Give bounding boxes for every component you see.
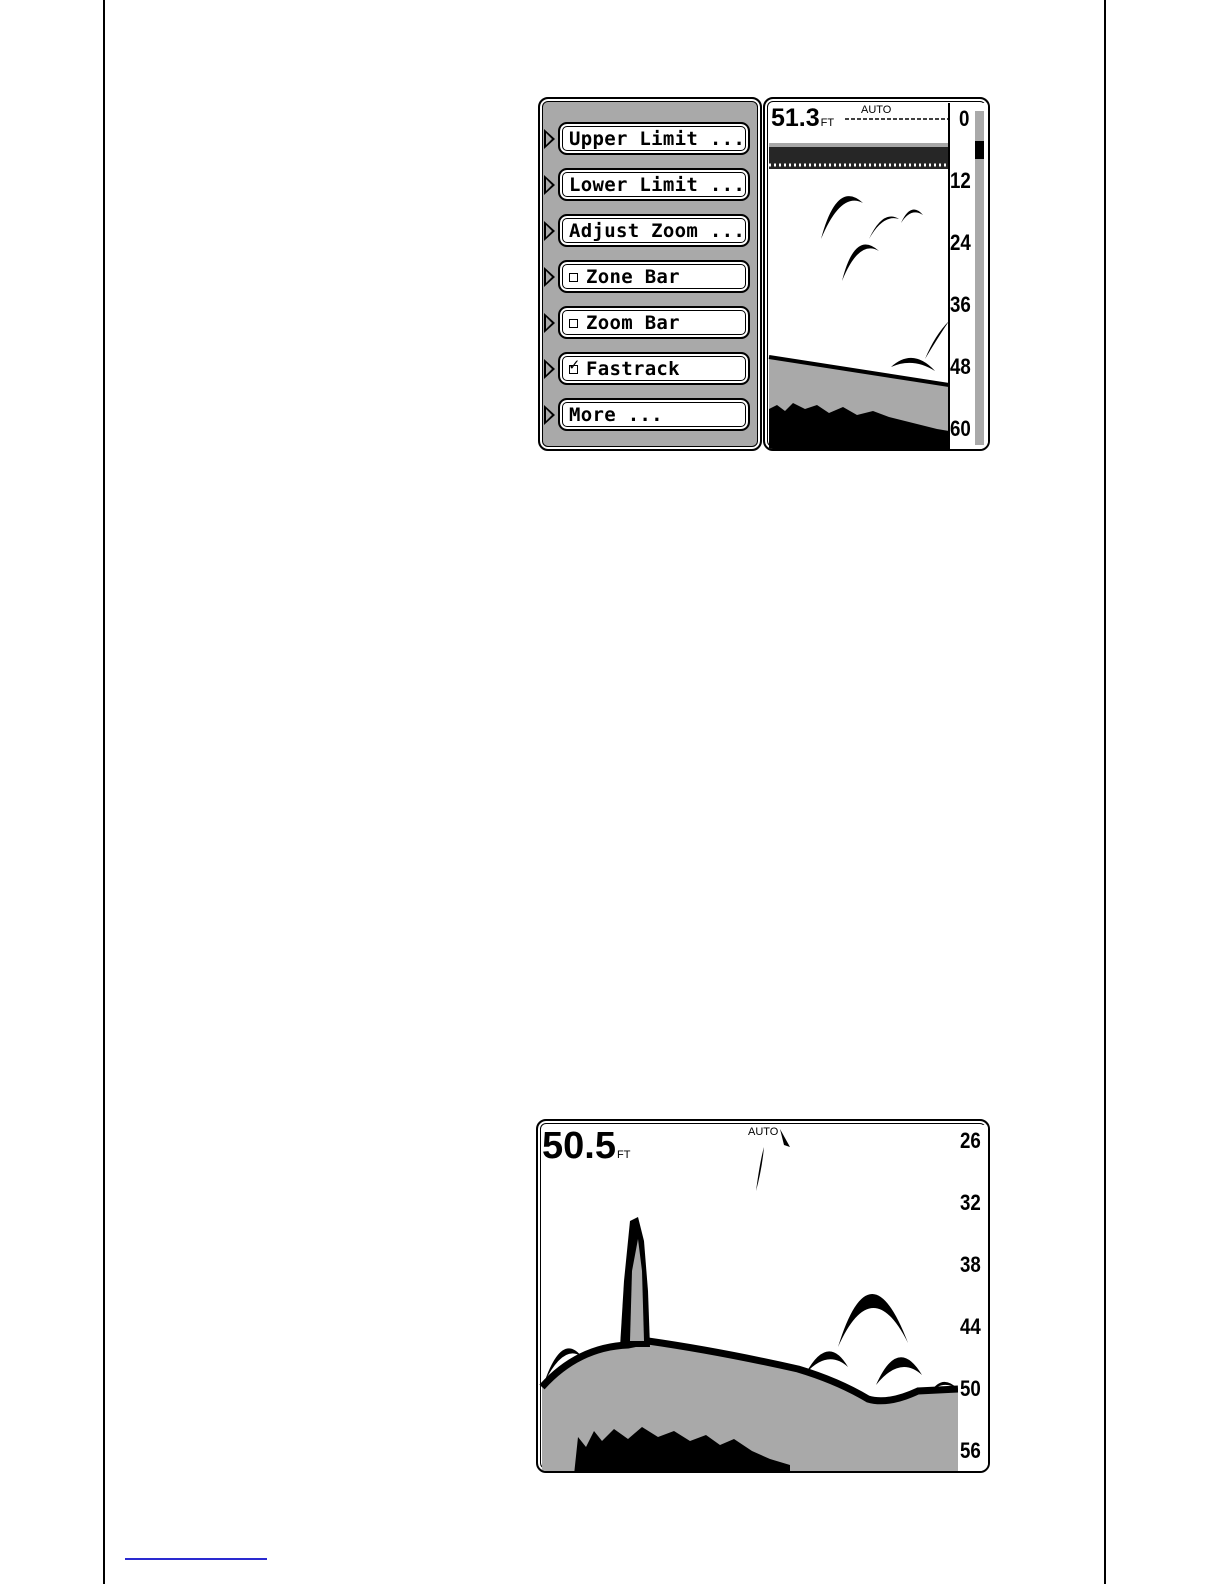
- menu-item-more[interactable]: [542, 398, 754, 432]
- surface-clutter: [769, 143, 949, 169]
- menu-arrow-icon: [544, 405, 555, 425]
- menu-item-label: Lower Limit ...: [569, 173, 746, 196]
- adjust-zoom-button[interactable]: [558, 214, 750, 247]
- fish-arch-icon: [869, 217, 899, 240]
- depth-value: 51.3: [771, 104, 820, 132]
- fish-arch-icon: [756, 1147, 764, 1191]
- fish-arch-icon: [901, 210, 923, 223]
- depth-scale-label: 44: [960, 1314, 981, 1339]
- fish-arch-icon: [838, 1294, 908, 1347]
- menu-item-fastrack[interactable]: [542, 352, 754, 386]
- fish-arch-icon: [891, 358, 935, 371]
- menu-item-zoom-bar[interactable]: [542, 306, 754, 340]
- sonar-chart-graphic: [538, 1121, 990, 1473]
- depth-scale-label: 0: [959, 106, 970, 131]
- right-margin-rule: [1104, 0, 1106, 1584]
- zoom-bar-toggle[interactable]: [558, 306, 750, 339]
- zoom-scale-bar: [975, 111, 984, 445]
- unchecked-box-icon[interactable]: [569, 319, 578, 328]
- unchecked-box-icon[interactable]: [569, 273, 578, 282]
- sonar-display-small: [763, 97, 990, 451]
- depth-scale-label: 12: [950, 168, 971, 193]
- fastrack-toggle[interactable]: [558, 352, 750, 385]
- auto-mode-label: AUTO: [748, 1126, 779, 1138]
- surface-mark: [780, 1129, 790, 1147]
- menu-item-label: Zoom Bar: [586, 311, 680, 334]
- menu-item-label: Fastrack: [586, 357, 680, 380]
- depth-unit: FT: [820, 117, 835, 129]
- zone-bar-toggle[interactable]: [558, 260, 750, 293]
- depth-scale-label: 60: [950, 416, 971, 441]
- depth-scale-label: 50: [960, 1376, 981, 1401]
- sonar-display-full: [536, 1119, 990, 1473]
- depth-scale-label: 26: [960, 1128, 981, 1153]
- depth-scale-label: 32: [960, 1190, 981, 1215]
- menu-item-label: Zone Bar: [586, 265, 680, 288]
- sonar-features-menu: [538, 97, 762, 451]
- menu-arrow-icon: [544, 267, 555, 287]
- left-margin-rule: [103, 0, 105, 1584]
- more-button[interactable]: [558, 398, 750, 431]
- menu-item-label: Adjust Zoom ...: [569, 219, 746, 242]
- menu-arrow-icon: [544, 359, 555, 379]
- depth-readout: [542, 1127, 630, 1165]
- sonar-chart-graphic: [765, 99, 990, 451]
- footnote-rule: [125, 1558, 267, 1560]
- depth-scale-label: 56: [960, 1438, 981, 1463]
- depth-scale-label: 24: [950, 230, 971, 255]
- menu-item-lower-limit[interactable]: [542, 168, 754, 202]
- fish-arch-icon: [925, 321, 949, 359]
- menu-item-label: Upper Limit ...: [569, 127, 746, 150]
- menu-arrow-icon: [544, 129, 555, 149]
- depth-scale-label: 36: [950, 292, 971, 317]
- depth-scale-label: 48: [950, 354, 971, 379]
- zoom-scale-marker: [975, 141, 984, 159]
- fish-arch-icon: [876, 1357, 922, 1385]
- depth-scale-area: [958, 1125, 988, 1471]
- menu-item-adjust-zoom[interactable]: [542, 214, 754, 248]
- menu-arrow-icon: [544, 175, 555, 195]
- fish-arch-icon: [806, 1351, 848, 1373]
- depth-value: 50.5: [542, 1125, 616, 1167]
- menu-item-upper-limit[interactable]: [542, 122, 754, 156]
- menu-item-zone-bar[interactable]: [542, 260, 754, 294]
- menu-arrow-icon: [544, 221, 555, 241]
- fish-arch-icon: [821, 196, 863, 239]
- upper-limit-button[interactable]: [558, 122, 750, 155]
- menu-arrow-icon: [544, 313, 555, 333]
- auto-mode-label: AUTO: [861, 104, 892, 116]
- depth-scale-label: 38: [960, 1252, 981, 1277]
- depth-readout: [771, 106, 834, 131]
- fish-arch-icon: [842, 244, 879, 281]
- menu-item-label: More ...: [569, 403, 663, 426]
- checked-box-icon[interactable]: ✓: [569, 355, 580, 375]
- lower-limit-button[interactable]: [558, 168, 750, 201]
- depth-unit: FT: [616, 1149, 631, 1161]
